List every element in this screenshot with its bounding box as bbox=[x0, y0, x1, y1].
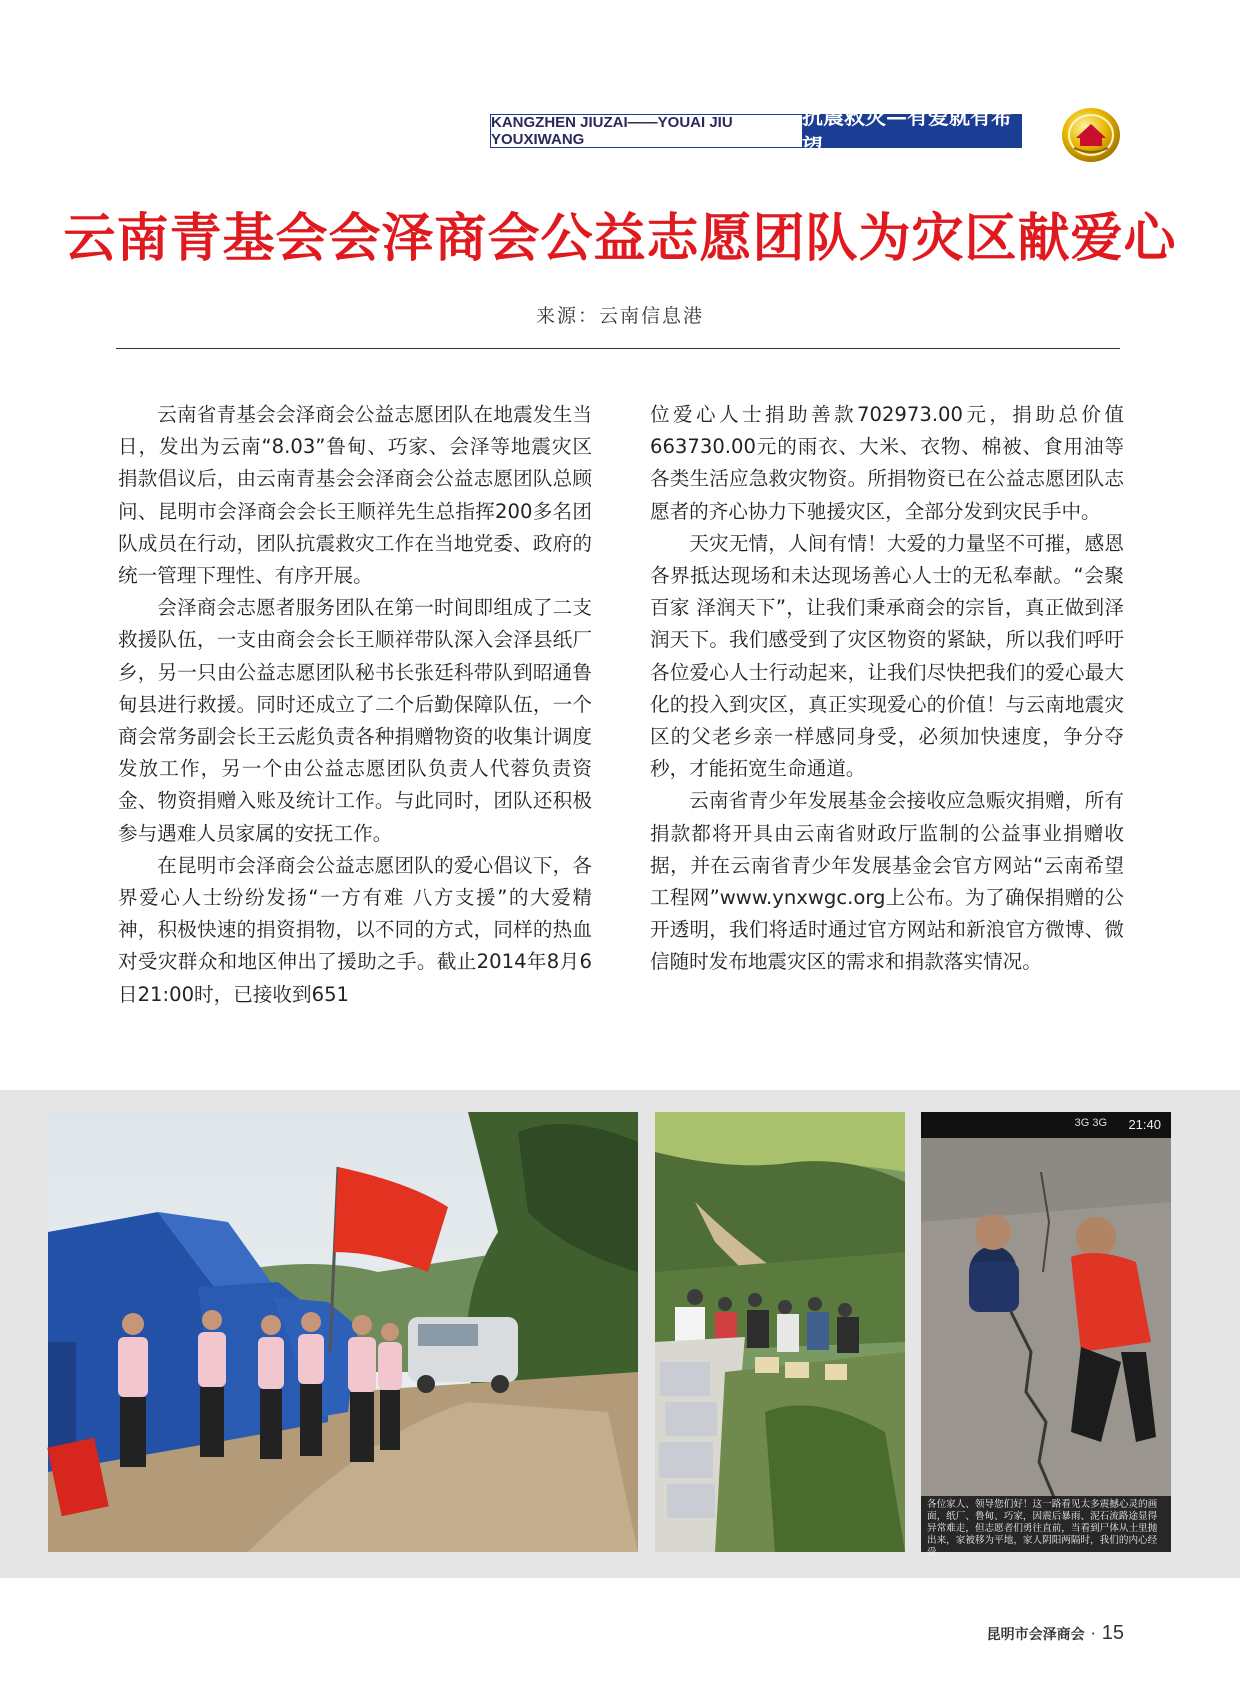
page-footer bbox=[987, 1622, 1124, 1645]
golden-emblem-icon bbox=[1060, 106, 1122, 164]
paragraph: 云南省青基会会泽商会公益志愿团队在地震发生当日，发出为云南“8.03”鲁甸、巧家、会泽等地震灾区捐款倡议后，由云南青基会会泽商会公益志愿团队总顾问、昆明市会泽商会会长王顺祥先生总指挥200多名团队成员在行动，团队抗震救灾工作在当地党委、政府的统一管理下理性、有序开展。 bbox=[118, 403, 592, 588]
page-number: 15 bbox=[1101, 1622, 1124, 1644]
publication-name: 昆明市会泽商会 bbox=[986, 1627, 1085, 1643]
photo-volunteers-tents bbox=[48, 1112, 638, 1552]
phone-status-bar bbox=[921, 1112, 1171, 1138]
paragraph-continued: 位爱心人士捐助善款702973.00元，捐助总价值663730.00元的雨衣、大米、衣物、棉被、食用油等各类生活应急救灾物资。所捐物资已在公益志愿团队志愿者的齐心协力下驰援灾区，全部分发到灾民手中。 bbox=[650, 403, 1124, 523]
header-section-label: 抗震救灾—有爱就有希望 bbox=[802, 114, 1022, 148]
phone-clock: 21:40 bbox=[1128, 1117, 1161, 1132]
article-source: 来源：云南信息港 bbox=[535, 305, 704, 327]
footer-separator: · bbox=[1090, 1624, 1096, 1643]
paragraph: 在昆明市会泽商会公益志愿团队的爱心倡议下，各界爱心人士纷纷发扬“一方有难 八方支援”的大爱精神，积极快速的捐资捐物，以不同的方式，同样的热血对受灾群众和地区伸出了援助之手。截止2014年8月6日21:00时，已接收到651 bbox=[118, 853, 592, 1006]
article-title: 云南青基会会泽商会公益志愿团队为灾区献爱心 bbox=[63, 208, 1177, 269]
paragraph: 天灾无情，人间有情！大爱的力量坚不可摧，感恩各界抵达现场和未达现场善心人士的无私奉献。“会聚百家 泽润天下”，让我们秉承商会的宗旨，真正做到泽润天下。我们感受到了灾区物资的紧缺，所以我们呼吁各位爱心人士行动起来，让我们尽快把我们的爱心最大化的投入到灾区，真正实现爱心的价值！与云南地震灾区的父老乡亲一样感同身受，必须加快速度，争分夺秒，才能拓宽生命通道。 bbox=[650, 531, 1124, 781]
header-pinyin: KANGZHEN JIUZAI——YOUAI JIU YOUXIWANG bbox=[490, 114, 802, 148]
left-column bbox=[118, 399, 592, 1011]
title-divider bbox=[116, 348, 1120, 349]
photo-supply-distribution bbox=[655, 1112, 905, 1552]
phone-caption: 各位家人、领导您们好！这一路看见太多震撼心灵的画面，纸厂、鲁甸、巧家，因震后暴雨、泥石流路途显得异常难走，但志愿者们勇往直前，当看到尸体从土里抛出来，家被移为平地，家人阴阳两隔时，我们的内心经受... bbox=[921, 1496, 1171, 1552]
right-column bbox=[650, 399, 1124, 979]
paragraph: 云南省青少年发展基金会接收应急赈灾捐赠，所有捐款都将开具由云南省财政厅监制的公益事业捐赠收据，并在云南省青少年发展基金会官方网站“云南希望工程网”www.ynxwgc.org上公布。为了确保捐赠的公开透明，我们将适时通过官方网站和新浪官方微博、微信随时发布地震灾区的需求和捐款落实情况。 bbox=[650, 789, 1124, 974]
paragraph: 会泽商会志愿者服务团队在第一时间即组成了二支救援队伍，一支由商会会长王顺祥带队深入会泽县纸厂乡，另一只由公益志愿团队秘书长张廷科带队到昭通鲁甸县进行救援。同时还成立了二个后勤保障队伍，一个商会常务副会长王云彪负责各种捐赠物资的收集计调度发放工作，另一个由公益志愿团队负责人代蓉负责资金、物资捐赠入账及统计工作。与此同时，团队还积极参与遇难人员家属的安抚工作。 bbox=[118, 596, 592, 845]
signal-indicator: 3G 3G bbox=[1074, 1117, 1107, 1129]
photo-phone-screenshot bbox=[921, 1112, 1171, 1558]
